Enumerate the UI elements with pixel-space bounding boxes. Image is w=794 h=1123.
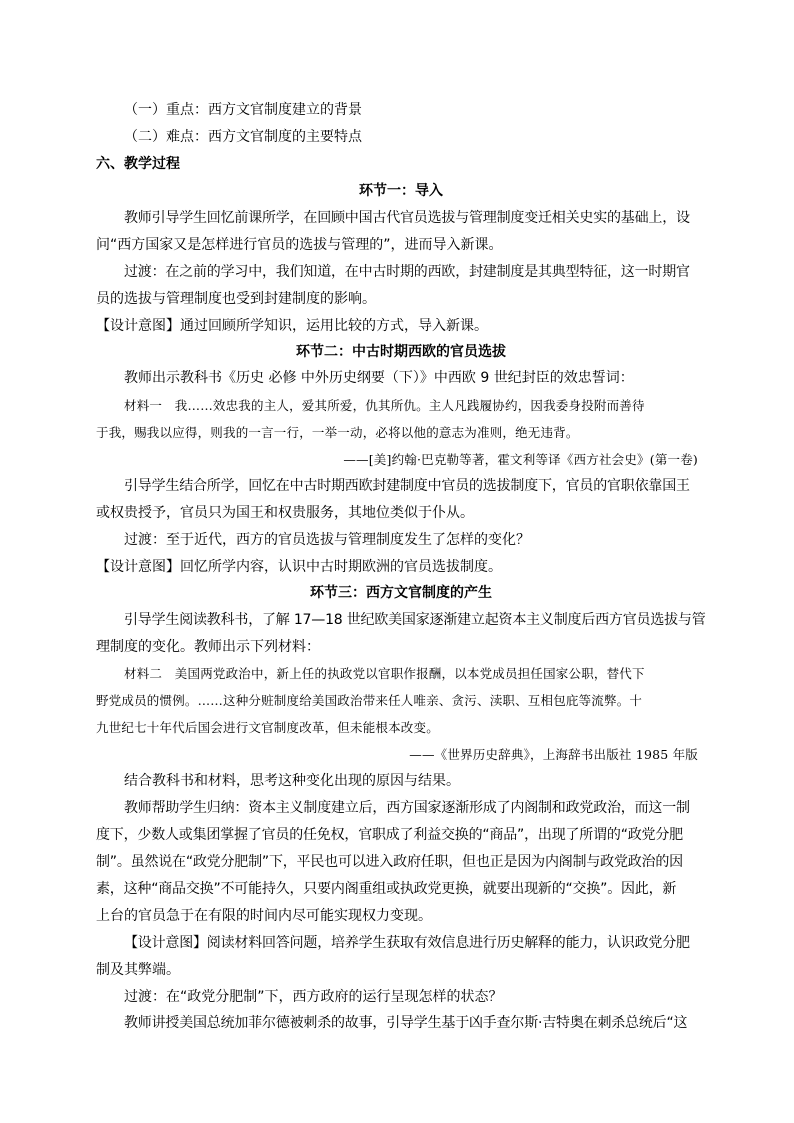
- material-one-line: 于我，赐我以应得，则我的一言一行，一举一动，必将以他的意志为准则，绝无违背。: [96, 425, 579, 440]
- paragraph-line: 度下，少数人或集团掌握了官员的任免权，官职成了利益交换的“商品”，出现了所谓的“政党分肥: [96, 827, 683, 843]
- material-one-line: 材料一 我……效忠我的主人，爱其所爱，仇其所仇。主人凡践履协约，因我委身投附而善待: [124, 398, 645, 413]
- paragraph-line: 理制度的变化。教师出示下列材料：: [96, 639, 320, 655]
- paragraph-line: 教师引导学生回忆前课所学，在回顾中国古代官员选拔与管理制度变迁相关史实的基础上，设: [124, 210, 690, 226]
- section-heading-teaching-process: 六、教学过程: [96, 156, 180, 172]
- paragraph-line: 问“西方国家又是怎样进行官员的选拔与管理的”，进而导入新课。: [96, 237, 503, 253]
- paragraph-line: 制”。虽然说在“政党分肥制”下，平民也可以进入政府任职，但也正是因为内阁制与政党政治的因: [96, 854, 683, 870]
- paragraph-line: 过渡：在之前的学习中，我们知道，在中古时期的西欧，封建制度是其典型特征，这一时期官: [124, 264, 690, 280]
- paragraph-line: 引导学生阅读教科书，了解 17—18 世纪欧美国家逐渐建立起资本主义制度后西方官员选拔与管: [124, 612, 706, 628]
- paragraph-line: 教师帮助学生归纳：资本主义制度建立后，西方国家逐渐形成了内阁制和政党政治，而这一制: [124, 800, 690, 816]
- paragraph-line: 教师出示教科书《历史 必修 中外历史纲要（下）》中西欧 9 世纪封臣的效忠誓词：: [124, 370, 634, 386]
- transition-line: 过渡：在“政党分肥制”下，西方政府的运行呈现怎样的状态？: [124, 989, 503, 1005]
- difficult-point-line: （二）难点：西方文官制度的主要特点: [124, 129, 362, 145]
- paragraph-line: 教师讲授美国总统加菲尔德被刺杀的故事，引导学生基于凶手查尔斯·吉特奥在刺杀总统后“这: [124, 1015, 688, 1031]
- material-two-source: ——《世界历史辞典》，上海辞书出版社 1985 年版: [409, 747, 698, 762]
- design-intent-line: 制及其弊端。: [96, 962, 180, 978]
- transition-line: 过渡：至于近代，西方的官员选拔与管理制度发生了怎样的变化？: [124, 532, 530, 548]
- design-intent-line: 【设计意图】阅读材料回答问题，培养学生获取有效信息进行历史解释的能力，认识政党分肥: [124, 935, 690, 951]
- material-two-line: 野党成员的惯例。……这种分赃制度给美国政治带来任人唯亲、贪污、渎职、互相包庇等流弊。十: [96, 693, 643, 708]
- paragraph-line: 员的选拔与管理制度也受到封建制度的影响。: [96, 291, 376, 307]
- material-two-line: 九世纪七十年代后国会进行文官制度改革，但未能根本改变。: [96, 720, 439, 735]
- material-one-source: ——[美]约翰·巴克勒等著，霍文利等译《西方社会史》(第一卷): [343, 452, 698, 467]
- paragraph-line: 或权贵授予，官员只为国王和权贵服务，其地位类似于仆从。: [96, 505, 474, 521]
- key-point-line: （一）重点：西方文官制度建立的背景: [124, 102, 362, 118]
- stage-one-heading: 环节一：导入: [359, 183, 443, 199]
- design-intent-line: 【设计意图】通过回顾所学知识，运用比较的方式，导入新课。: [96, 318, 488, 334]
- stage-three-heading: 环节三：西方文官制度的产生: [310, 585, 492, 601]
- paragraph-line: 引导学生结合所学，回忆在中古时期西欧封建制度中官员的选拔制度下，官员的官职依靠国王: [124, 478, 690, 494]
- design-intent-line: 【设计意图】回忆所学内容，认识中古时期欧洲的官员选拔制度。: [96, 559, 502, 575]
- paragraph-line: 上台的官员急于在有限的时间内尽可能实现权力变现。: [96, 908, 432, 924]
- stage-two-heading: 环节二：中古时期西欧的官员选拔: [296, 344, 506, 360]
- material-two-line: 材料二 美国两党政治中，新上任的执政党以官职作报酬，以本党成员担任国家公职，替代下: [124, 666, 645, 681]
- paragraph-line: 素，这种“商品交换”不可能持久，只要内阁重组或执政党更换，就要出现新的“交换”。因此，新: [96, 881, 677, 897]
- paragraph-line: 结合教科书和材料，思考这种变化出现的原因与结果。: [124, 773, 460, 789]
